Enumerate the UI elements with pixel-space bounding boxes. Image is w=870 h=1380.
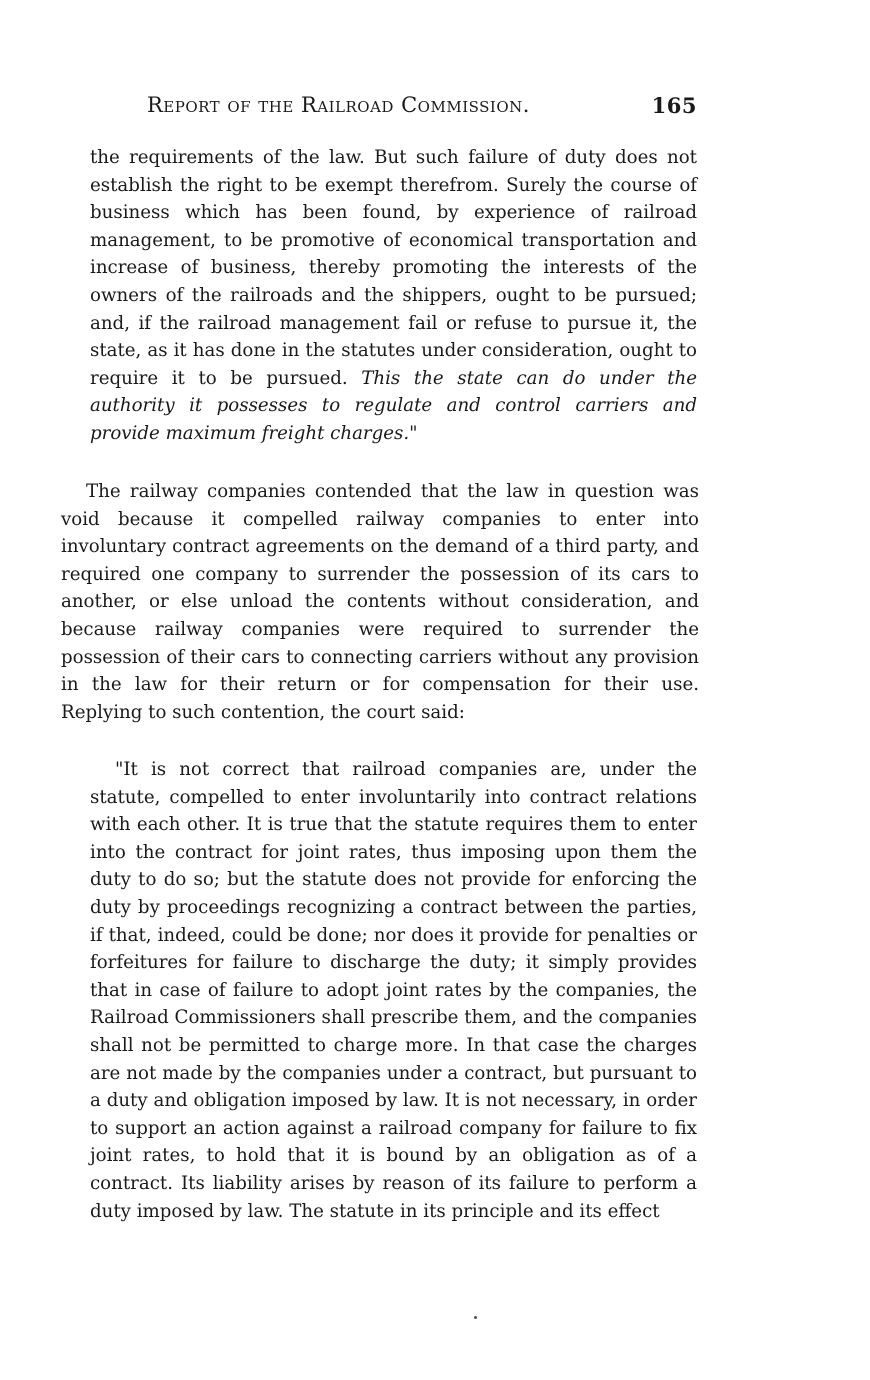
running-head: [147, 93, 697, 123]
scan-speck: [474, 1316, 477, 1319]
running-head-title: Report of the Railroad Commission.: [147, 93, 530, 117]
quote-continuation: [90, 144, 697, 448]
quote-continuation-text: the requirements of the law. But such failure of duty does not establish the right to be exempt therefrom. Surely the course of business which has been found, by experience of railroad management, to be promotive of economical transportation and increase of business, thereby promoting the interests of the owners of the railroads and the shippers, ought to be pursued; and, if the railroad management fail or refuse to pursue it, the state, as it has done in the statutes under consideration, ought to require it to be pursued.: [90, 147, 697, 389]
page-number: 165: [651, 93, 697, 118]
court-quote: "It is not correct that railroad companies are, under the statute, compelled to enter involuntarily into contract relations with each other. It is true that the statute requires them to enter into the contract for joint rates, thus imposing upon them the duty to do so; but the statute does not provide for enforcing the duty by proceedings recognizing a contract between the parties, if that, indeed, could be done; nor does it provide for penalties or forfeitures for failure to discharge the duty; it simply provides that in case of failure to adopt joint rates by the companies, the Railroad Commissioners shall prescribe them, and the companies shall not be permitted to charge more. In that case the charges are not made by the companies under a contract, but pursuant to a duty and obligation imposed by law. It is not necessary, in order to support an action against a railroad company for failure to fix joint rates, to hold that it is bound by an obligation as of a contract. Its liability arises by reason of its failure to perform a duty imposed by law. The statute in its principle and its effect: [90, 759, 697, 1222]
body-paragraph: The railway companies contended that the law in question was void because it compelled railway companies to enter into involuntary contract agreements on the demand of a third party, and required one company to surrender the possession of its cars to another, or else unload the contents without consideration, and because railway companies were required to surrender the possession of their cars to connecting carriers without any provision in the law for their return or for compensation for their use. Replying to such contention, the court said:: [61, 481, 699, 723]
quote-continuation-italic: This the state can do under the authority it possesses to regulate and control carriers and provide maximum freight charges.": [90, 367, 697, 444]
